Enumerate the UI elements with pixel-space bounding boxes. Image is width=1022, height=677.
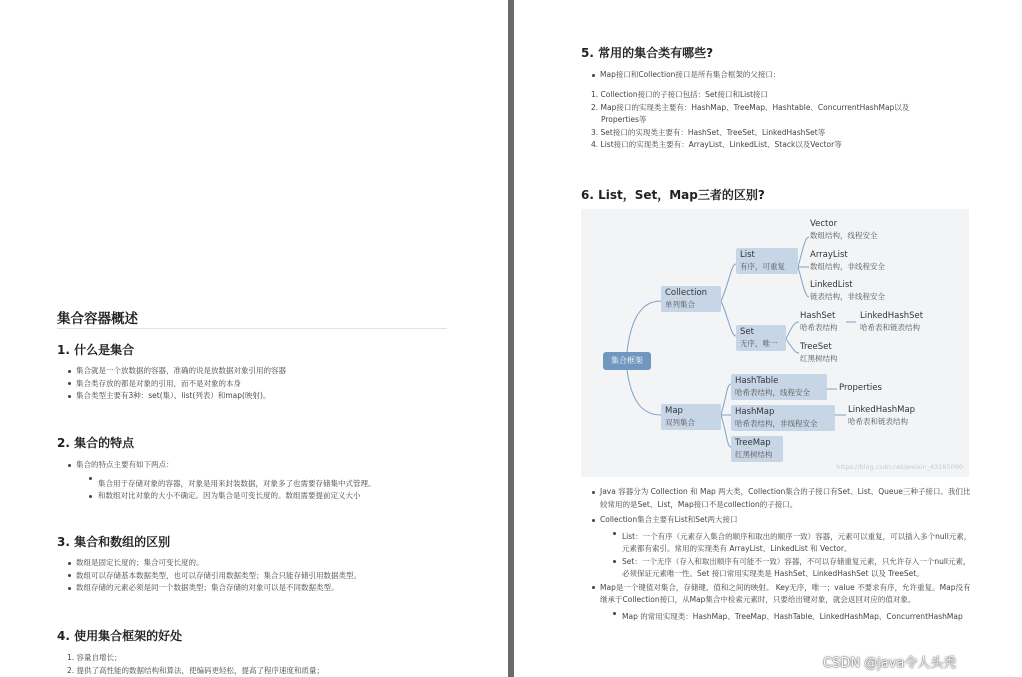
list-common-intro [590, 69, 990, 82]
list-item: 集合的特点主要有如下两点： 集合用于存储对象的容器，对象是用来封装数据，对象多了也需要存储集中式管理。 和数组对比对象的大小不确定。因为集合是可变长度的。数组需要提前定义大小 [66, 459, 486, 503]
list-common-classes [591, 89, 991, 152]
list-item: Java 容器分为 Collection 和 Map 两大类，Collection集合的子接口有Set、List、Queue三种子接口。我们比较常用的是Set、List，Map接口不是collection的子接口。 [590, 486, 975, 511]
node-vector: Vector 数组结构，线程安全 [810, 219, 878, 240]
node-linkedlist: LinkedList 链表结构，非线程安全 [810, 280, 885, 301]
mindmap-watermark: https://blog.csdn.net/weixin_43185090 [836, 463, 963, 471]
node-list: List 有序，可重复 [736, 248, 798, 274]
list-item: 和数组对比对象的大小不确定。因为集合是可变长度的。数组需要提前定义大小 [76, 490, 486, 503]
list-list-set-map [590, 486, 975, 624]
node-hashtable: HashTable 哈希表结构，线程安全 [731, 374, 827, 400]
list-item: 3. Set接口的实现类主要有：HashSet、TreeSet、LinkedHashSet等 [591, 127, 826, 137]
heading-features: 2. 集合的特点 [57, 436, 135, 450]
node-arraylist: ArrayList 数组结构，非线程安全 [810, 250, 885, 271]
list-item: 2. Map接口的实现类主要有：HashMap、TreeMap、Hashtable、ConcurrentHashMap以及 [591, 102, 910, 112]
list-item: 数组可以存储基本数据类型，也可以存储引用数据类型；集合只能存储引用数据类型。 [66, 570, 486, 583]
heading-common-classes: 5. 常用的集合类有哪些? [581, 46, 714, 60]
node-treeset: TreeSet 红黑树结构 [800, 342, 838, 363]
list-item: 2. 提供了高性能的数据结构和算法，使编码更轻松，提高了程序速度和质量； [67, 665, 325, 675]
list-item: Map是一个键值对集合，存储键、值和之间的映射。 Key无序，唯一；value 不要求有序，允许重复。Map没有继承于Collection接口，从Map集合中检索元素时，只要给出键对象，就会返回对应的值对象。 Map 的常用实现类：HashMap、TreeMap、HashTable、LinkedHashMap、ConcurrentHashMap [590, 582, 975, 624]
list-item: List：一个有序（元素存入集合的顺序和取出的顺序一致）容器，元素可以重复，可以插入多个null元素，元素都有索引。常用的实现类有 ArrayList、LinkedList 和 Vector。 [600, 528, 975, 556]
heading-diff-array: 3. 集合和数组的区别 [57, 535, 171, 549]
collection-mindmap [581, 209, 969, 477]
node-properties: Properties [839, 383, 882, 393]
list-item: 4. List接口的实现类主要有：ArrayList、LinkedList、Stack以及Vector等 [591, 140, 842, 149]
title-divider [57, 328, 447, 329]
heading-list-set-map: 6. List，Set，Map三者的区别? [581, 188, 765, 202]
heading-what-is-collection: 1. 什么是集合 [57, 343, 135, 357]
node-treemap: TreeMap 红黑树结构 [731, 436, 783, 462]
list-item: Map 的常用实现类：HashMap、TreeMap、HashTable、LinkedHashMap、ConcurrentHashMap [600, 608, 975, 624]
list-item: 1. 容量自增长； [67, 653, 122, 662]
list-item: 数组存储的元素必须是同一个数据类型；集合存储的对象可以是不同数据类型。 [66, 582, 486, 595]
list-item: 1. Collection接口的子接口包括：Set接口和List接口 [591, 90, 769, 99]
list-item: 集合类型主要有3种：set(集）、list(列表）和map(映射)。 [66, 390, 466, 403]
list-item: 集合用于存储对象的容器，对象是用来封装数据，对象多了也需要存储集中式管理。 [76, 473, 486, 491]
node-map: Map 双列集合 [661, 404, 721, 430]
list-features [66, 459, 486, 504]
list-benefits [67, 652, 487, 677]
mindmap-root: 集合框架 [603, 352, 651, 370]
list-diff-array [66, 557, 486, 595]
csdn-watermark: CSDN @java令人头秃 [823, 656, 957, 671]
node-hashset: HashSet 哈希表结构 [800, 311, 838, 332]
list-item: Collection集合主要有List和Set两大接口 List：一个有序（元素存入集合的顺序和取出的顺序一致）容器，元素可以重复，可以插入多个null元素，元素都有索引。常用的实现类有 ArrayList、LinkedList 和 Vector。 Set：一个无序（存入和取出顺序有可能不一致）容器，不可以存储重复元素，只允许存入一个null元素，必须保证元素唯一性。Set 接口常用实现类是 HashSet、LinkedHashSet 以及 TreeSet。 [590, 514, 975, 581]
list-item: Properties等 [601, 115, 647, 124]
list-what-is-collection [66, 365, 466, 403]
heading-benefits: 4. 使用集合框架的好处 [57, 629, 183, 643]
list-item: 数组是固定长度的；集合可变长度的。 [66, 557, 486, 570]
node-collection: Collection 单列集合 [661, 286, 721, 312]
node-linkedhashmap: LinkedHashMap 哈希表和链表结构 [848, 405, 916, 426]
list-item: Map接口和Collection接口是所有集合框架的父接口： [590, 69, 990, 82]
list-item: 集合类存放的都是对象的引用，而不是对象的本身 [66, 378, 466, 391]
list-item: 集合就是一个放数据的容器，准确的说是放数据对象引用的容器 [66, 365, 466, 378]
list-item: Set：一个无序（存入和取出顺序有可能不一致）容器，不可以存储重复元素，只允许存入一个null元素，必须保证元素唯一性。Set 接口常用实现类是 HashSet、LinkedHashSet 以及 TreeSet。 [600, 556, 975, 581]
node-hashmap: HashMap 哈希表结构，非线程安全 [731, 405, 835, 431]
node-linkedhashset: LinkedHashSet 哈希表和链表结构 [860, 311, 924, 332]
left-page [0, 0, 508, 677]
doc-title: 集合容器概述 [57, 311, 138, 327]
node-set: Set 无序，唯一 [736, 325, 786, 351]
